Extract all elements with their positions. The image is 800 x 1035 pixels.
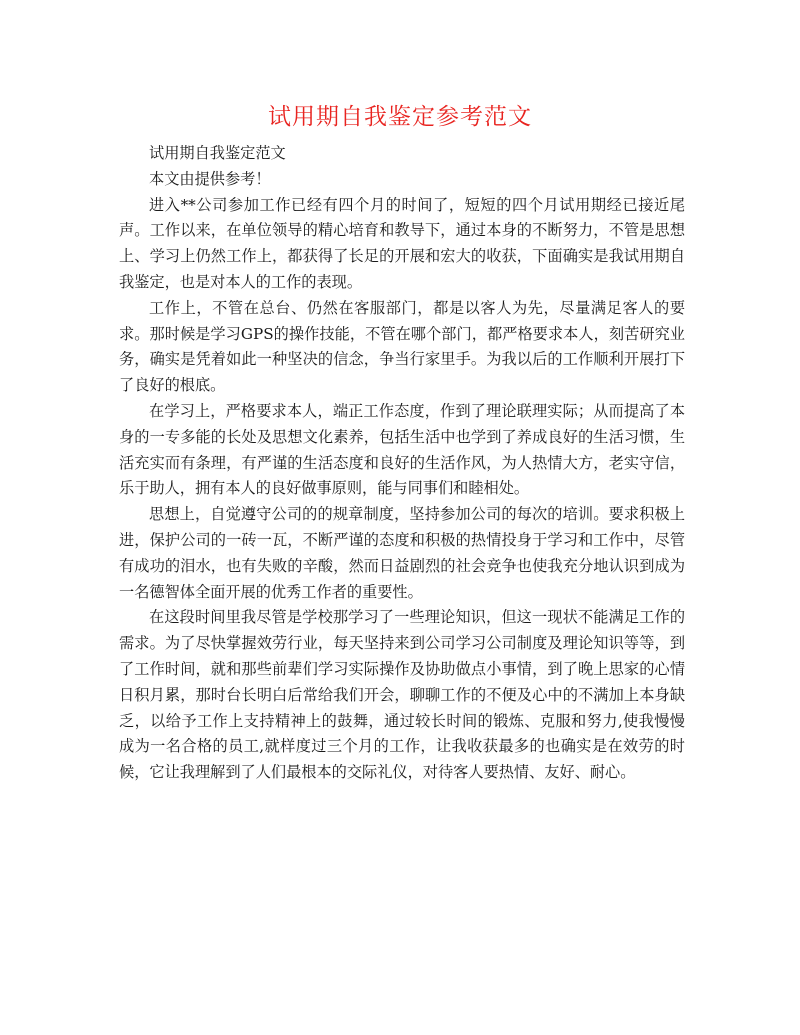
document-title: 试用期自我鉴定参考范文 — [268, 104, 532, 130]
study-paragraph: 在学习上，严格要求本人，端正工作态度，作到了理论联理实际；从而提高了本身的一专多能的长处及思想文化素养，包括生活中也学到了养成良好的生活习惯，生活充实而有条理，有严谨的生活态度和良好的生活作风，为人热情大方，老实守信，乐于助人，拥有本人的良好做事原则，能与同事们和睦相处。 — [119, 401, 685, 498]
source-note-paragraph: 本文由提供参考！ — [149, 169, 271, 188]
subtitle-paragraph: 试用期自我鉴定范文 — [149, 144, 286, 162]
intro-paragraph: 进入**公司参加工作已经有四个月的时间了，短短的四个月试用期经已接近尾声。工作以来，在单位领导的精心培育和教导下，通过本身的不断努力，不管是思想上、学习上仍然工作上，都获得了长足的开展和宏大的收获，下面确实是我试用期自我鉴定，也是对本人的工作的表现。 — [119, 195, 685, 291]
thought-paragraph: 思想上，自觉遵守公司的的规章制度，坚持参加公司的每次的培训。要求积极上进，保护公司的一砖一瓦，不断严谨的态度和积极的热情投身于学习和工作中，尽管有成功的泪水，也有失败的辛酸，然而日益剧烈的社会竞争也使我充分地认识到成为一名德智体全面开展的优秀工作者的重要性。 — [119, 505, 685, 601]
document-body — [119, 141, 685, 786]
summary-paragraph: 在这段时间里我尽管是学校那学习了一些理论知识，但这一现状不能满足工作的需求。为了尽快掌握效劳行业，每天坚持来到公司学习公司制度及理论知识等等，到了工作时间，就和那些前辈们学习实际操作及协助做点小事情，到了晚上思家的心情日积月累，那时台长明白后常给我们开会，聊聊工作的不便及心中的不满加上本身缺乏，以给予工作上支持精神上的鼓舞，通过较长时间的锻炼、克服和努力,使我慢慢成为一名合格的员工,就样度过三个月的工作，让我收获最多的也确实是在效劳的时候，它让我理解到了人们最根本的交际礼仪，对待客人要热情、友好、耐心。 — [119, 608, 685, 782]
work-paragraph: 工作上，不管在总台、仍然在客服部门，都是以客人为先，尽量满足客人的要求。那时候是学习GPS的操作技能，不管在哪个部门，都严格要求本人，刻苦研究业务，确实是凭着如此一种坚决的信念，争当行家里手。为我以后的工作顺利开展打下了良好的根底。 — [119, 298, 685, 395]
